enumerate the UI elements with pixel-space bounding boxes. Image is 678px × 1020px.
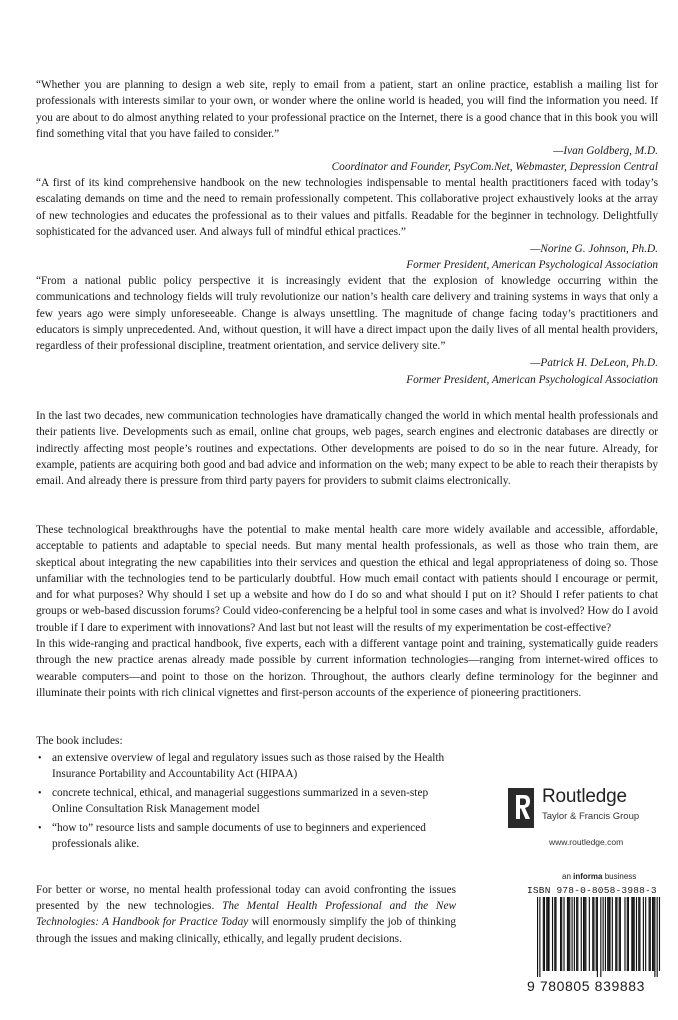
barcode-bar xyxy=(572,897,573,971)
barcode-bar xyxy=(546,897,547,971)
barcode-bar xyxy=(643,897,644,971)
barcode-bar xyxy=(627,897,628,971)
barcode-bar xyxy=(577,897,578,971)
barcode-bars xyxy=(537,897,665,977)
barcode-bar xyxy=(567,897,568,971)
includes-list xyxy=(36,751,456,857)
barcode-bar xyxy=(560,897,561,971)
routledge-logo-icon xyxy=(508,788,534,828)
list-item xyxy=(36,786,456,817)
closing-paragraph xyxy=(36,882,456,947)
quote-text: “From a national public policy perspective it is increasingly evident that the explosion of knowledge occurring within the communications and technology fields will truly revolutionize our nation’s health care delivery and training systems in ways that only a few years ago were simply unforeseeable. Change is always unsettling. The magnitude of change facing today’s practitioners and educators is simply unprecedented. And, without question, it will have a direct impact upon the daily lives of all mental health providers, regardless of their professional discipline, treatment orientation, and service delivery site.” xyxy=(36,275,658,353)
barcode-bar xyxy=(639,897,640,971)
barcode-bar xyxy=(597,897,598,977)
barcode-bar xyxy=(537,897,538,977)
barcode-bar xyxy=(568,897,569,971)
barcode-bar xyxy=(592,897,593,971)
barcode-bar xyxy=(650,897,651,971)
barcode-bar xyxy=(554,897,555,971)
barcode-bar xyxy=(584,897,585,971)
description-paragraph-3: In this wide-ranging and practical handbook, five experts, each with a different vantage point and training, systematically guide readers through the new practice arenas already made possible by current information technologies—ranging from internet-wired offices to wearable computers—and point to those on the horizon. Throughout, the authors clearly define terminology for the beginner and illuminate their points with rich clinical vignettes and first-person accounts of the experience of pioneering practitioners. xyxy=(36,638,658,699)
barcode-bar xyxy=(619,897,620,971)
list-item-text: “how to” resource lists and sample documents of use to beginners and experienced professionals alike. xyxy=(52,822,426,850)
quote-attribution-name: —Norine G. Johnson, Ph.D. xyxy=(530,243,658,256)
list-item-text: concrete technical, ethical, and managerial suggestions summarized in a seven-step Online Consultation Risk Management model xyxy=(52,787,429,815)
endorsement-quote-1 xyxy=(36,77,658,176)
barcode-bar xyxy=(603,897,604,971)
barcode-bar xyxy=(620,897,621,971)
quote-attribution-name: —Ivan Goldberg, M.D. xyxy=(553,145,658,158)
description-paragraph-1: In the last two decades, new communication technologies have dramatically changed the world in which mental health professionals and their patients live. Developments such as email, online chat groups, web pages, search engines and electronic databases are directly or indirectly affecting most people’s routines and expectations. Other developments are poised to do so in the near future. Already, for example, patients are acquiring both good and bad advice and information on the web; many expect to be able to reach their therapists by email. And already there is pressure from third party payers for providers to submit claims electronically. xyxy=(36,410,658,488)
bullet-icon: • xyxy=(38,753,42,764)
barcode-bar xyxy=(605,897,606,971)
barcode-bar xyxy=(628,897,629,971)
publisher-url: www.routledge.com xyxy=(549,837,624,847)
routledge-r-icon xyxy=(511,792,531,822)
includes-heading: The book includes: xyxy=(36,735,123,747)
barcode-bar xyxy=(634,897,635,971)
closing-text-before: For better or worse, no mental health professional today can avoid confronting the issues presented by the new technologies. xyxy=(36,884,456,913)
barcode-bar xyxy=(561,897,562,971)
barcode xyxy=(527,897,667,997)
barcode-bar xyxy=(555,897,556,971)
barcode-bar xyxy=(608,897,609,971)
informa-tagline: an informa business xyxy=(562,872,637,881)
barcode-bar xyxy=(544,897,545,971)
bullet-icon: • xyxy=(38,823,42,835)
barcode-bar xyxy=(631,897,632,971)
barcode-bar xyxy=(632,897,633,971)
barcode-bar xyxy=(649,897,650,971)
barcode-digits: 9 780805 839883 xyxy=(527,978,645,994)
publisher-block xyxy=(508,786,668,856)
barcode-bar xyxy=(624,897,625,971)
list-item xyxy=(36,751,456,782)
barcode-bar xyxy=(652,897,653,971)
barcode-bar xyxy=(563,897,564,971)
barcode-bar xyxy=(638,897,639,971)
barcode-bar xyxy=(589,897,590,971)
barcode-bar xyxy=(574,897,575,971)
quote-attribution-name: —Patrick H. DeLeon, Ph.D. xyxy=(530,357,658,370)
description-paragraph-2: These technological breakthroughs have the potential to make mental health care more widely available and accessible, affordable, acceptable to patients and adaptable to special needs. But many mental health professionals, as well as those who train them, are skeptical about integrating the new capabilities into their services and question the ethical and legal appropriateness of doing so. Those unfamiliar with the technologies tend to be particularly doubtful. How much email contact with patients should I encourage or permit, and for what purposes? Why should I set up a website and how do I do so and what should I put on it? Should I refer patients to chat groups or web-based discussion forums? Could video-conferencing be a helpful tool in some cases and what is involved? How do I avoid trouble if I dare to experiment with innovations? And last but not least will the results of my experimentation be cost-effective? xyxy=(36,524,658,634)
barcode-bar xyxy=(645,897,646,971)
barcode-bar xyxy=(616,897,617,971)
barcode-bar xyxy=(657,897,658,977)
bullet-icon: • xyxy=(38,788,42,800)
barcode-bar xyxy=(600,897,601,977)
barcode-bar xyxy=(607,897,608,971)
closing-text-after: will enormously simplify the job of thinking through the issues and making clinically, ethically, and legally prudent decisions. xyxy=(36,916,456,945)
list-item-text: an extensive overview of legal and regulatory issues such as those raised by the Health Insurance Portability and Accountability Act (HIPAA) xyxy=(52,752,445,780)
quote-attribution-title: Coordinator and Founder, PsyCom.Net, Webmaster, Depression Central xyxy=(331,161,658,174)
endorsement-quote-3 xyxy=(36,273,658,388)
barcode-bar xyxy=(583,897,584,971)
publisher-name: Routledge xyxy=(542,786,627,807)
barcode-bar xyxy=(552,897,553,971)
quote-text: “A first of its kind comprehensive handbook on the new technologies indispensable to mental health practitioners faced with today’s escalating demands on time and the need to remain professionally competent. This collaborative project exhaustively looks at the array of new technologies and educates the professional as to their values and pitfalls. Readable for the beginner in technology. Delightfully sophisticated for the advanced user. And always full of mindful ethical practices.” xyxy=(36,177,658,238)
isbn-label: ISBN 978-0-8058-3988-3 xyxy=(527,885,657,896)
publisher-group: Taylor & Francis Group xyxy=(542,811,640,822)
barcode-bar xyxy=(569,897,570,971)
endorsement-quote-2 xyxy=(36,175,658,274)
list-item xyxy=(36,821,456,852)
barcode-bar xyxy=(659,897,660,971)
barcode-bar xyxy=(593,897,594,971)
barcode-bar xyxy=(596,897,597,971)
barcode-bar xyxy=(615,897,616,971)
informa-brand: informa xyxy=(573,872,603,881)
quote-attribution-title: Former President, American Psychological Association xyxy=(406,259,658,272)
barcode-bar xyxy=(612,897,613,971)
quote-attribution-title: Former President, American Psychological Association xyxy=(406,373,658,386)
quote-text: “Whether you are planning to design a web site, reply to email from a patient, start an online practice, establish a mailing list for professionals with interests similar to your own, or wonder where the online world is headed, you will find the information you need. If you are about to do almost anything related to your professional practice on the Internet, there is a good chance that in this book you will find something vital that you have failed to consider.” xyxy=(36,79,658,140)
barcode-bar xyxy=(576,897,577,971)
barcode-bar xyxy=(543,897,544,971)
barcode-bar xyxy=(539,897,540,977)
barcode-bar xyxy=(609,897,610,971)
barcode-bar xyxy=(549,897,550,971)
barcode-bar xyxy=(547,897,548,971)
barcode-bar xyxy=(581,897,582,971)
barcode-bar xyxy=(585,897,586,971)
barcode-bar xyxy=(653,897,654,971)
book-title: The Mental Health Professional and the New Technologies: A Handbook for Practice Today xyxy=(36,900,456,929)
barcode-bar xyxy=(636,897,637,971)
barcode-bar xyxy=(654,897,655,977)
